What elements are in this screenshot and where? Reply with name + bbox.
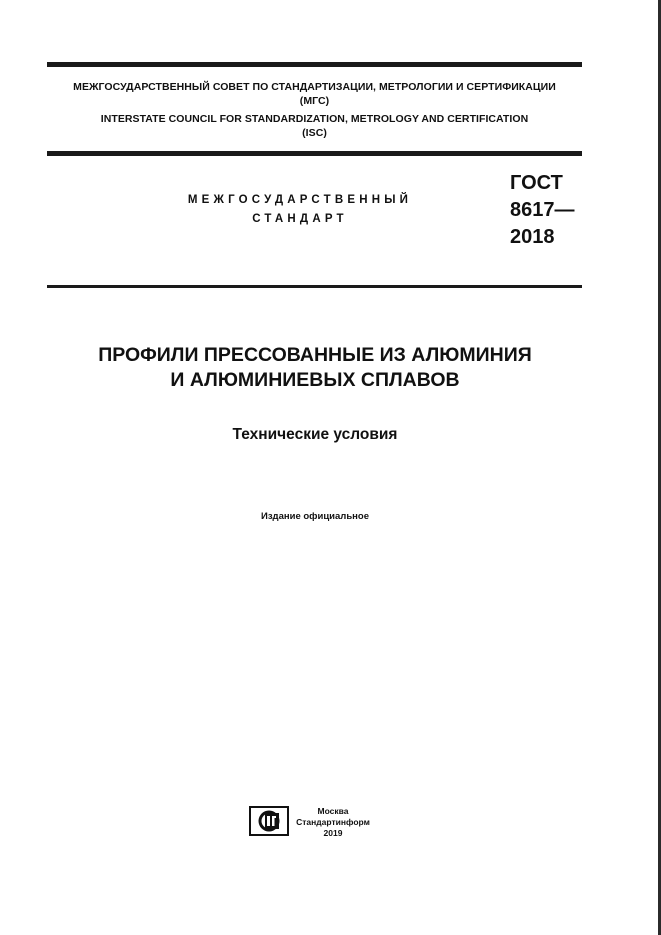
title-top-rule bbox=[47, 285, 582, 288]
document-subtitle: Технические условия bbox=[232, 426, 398, 443]
gost-label: ГОСТ bbox=[510, 172, 563, 194]
standartinform-logo-icon bbox=[249, 806, 289, 836]
edition-note: Издание официальное bbox=[261, 511, 369, 522]
publisher-name: Стандартинформ bbox=[296, 817, 370, 827]
title-line1: ПРОФИЛИ ПРЕССОВАННЫЕ ИЗ АЛЮМИНИЯ bbox=[98, 344, 532, 366]
gost-designation bbox=[510, 170, 575, 251]
standard-type-line1: МЕЖГОСУДАРСТВЕННЫЙ bbox=[187, 194, 413, 206]
gost-year: 2018 bbox=[510, 226, 555, 248]
publisher-city: Москва bbox=[317, 806, 349, 816]
top-rule bbox=[47, 62, 582, 67]
publisher-info bbox=[295, 806, 371, 839]
document-title bbox=[40, 343, 590, 393]
header-bottom-rule bbox=[47, 151, 582, 156]
council-en: INTERSTATE COUNCIL FOR STANDARDIZATION, METROLOGY AND CERTIFICATION bbox=[100, 113, 529, 125]
standard-type-line2: СТАНДАРТ bbox=[252, 213, 348, 225]
council-en-abbr: (ISC) bbox=[302, 127, 327, 139]
council-ru-abbr: (МГС) bbox=[299, 95, 330, 107]
gost-number: 8617— bbox=[510, 199, 575, 221]
council-ru: МЕЖГОСУДАРСТВЕННЫЙ СОВЕТ ПО СТАНДАРТИЗАЦИИ, МЕТРОЛОГИИ И СЕРТИФИКАЦИИ bbox=[73, 81, 556, 93]
title-line2: И АЛЮМИНИЕВЫХ СПЛАВОВ bbox=[170, 369, 460, 391]
publisher-year: 2019 bbox=[323, 828, 343, 838]
